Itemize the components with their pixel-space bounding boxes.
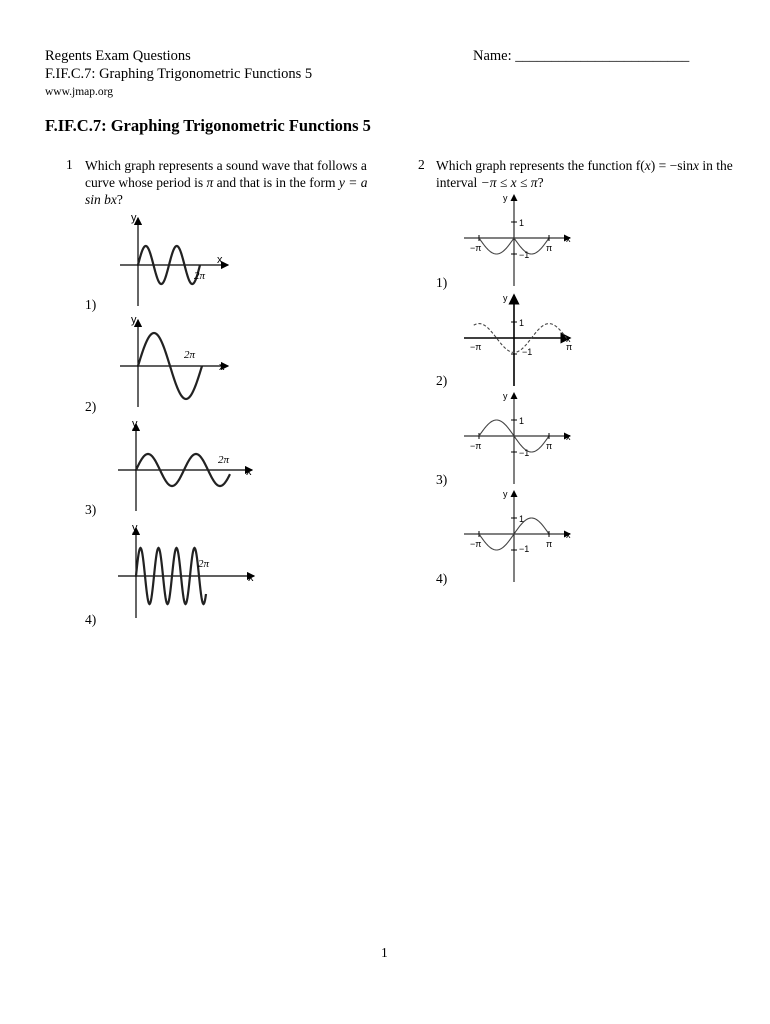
- tick-label-neg-pi: −π: [470, 243, 482, 253]
- question-1-text: Which graph represents a sound wave that follows a curve whose period is π and that is in the form y = a sin bx?: [85, 158, 368, 207]
- tick-label-1: 1: [519, 318, 525, 328]
- x-label: x: [248, 572, 254, 584]
- y-label: y: [131, 314, 137, 326]
- page-number: 1: [381, 945, 388, 960]
- tick-label-2pi: 2π: [194, 270, 206, 282]
- question-2-number: 2: [418, 157, 425, 172]
- x-label: x: [566, 530, 571, 540]
- y-label: y: [503, 391, 508, 401]
- tick-label-2pi: 2π: [184, 349, 196, 361]
- y-label: y: [503, 293, 508, 303]
- q2-graph-2: [462, 292, 582, 388]
- tick-label-neg-pi: −π: [470, 539, 482, 549]
- q1-choice-4[interactable]: 4): [85, 612, 97, 627]
- x-label: x: [219, 361, 225, 373]
- q2-choice-2[interactable]: 2): [436, 373, 448, 388]
- tick-label-neg1: −1: [519, 544, 530, 554]
- q1-choice-2[interactable]: 2): [85, 399, 97, 414]
- q2-graph-3: [462, 390, 582, 486]
- x-label: x: [246, 466, 252, 478]
- name-label: Name:: [473, 48, 512, 64]
- q1-graph-4: [110, 518, 260, 626]
- tick-label-neg-pi: −π: [470, 342, 482, 352]
- q1-graph-3: [110, 414, 260, 514]
- tick-label-neg1: −1: [522, 347, 533, 357]
- tick-label-1: 1: [519, 514, 525, 524]
- page-title: F.IF.C.7: Graphing Trigonometric Functions 5: [45, 116, 371, 135]
- q2-choice-1[interactable]: 1): [436, 275, 448, 290]
- q1-choice-3[interactable]: 3): [85, 502, 97, 517]
- tick-label-neg1: −1: [519, 448, 530, 458]
- tick-label-pi: π: [546, 243, 553, 253]
- q1-graph-2: [110, 310, 235, 410]
- name-blank: ________________________: [515, 48, 690, 64]
- y-label: y: [132, 522, 138, 534]
- x-label: x: [566, 334, 571, 344]
- q2-choice-3[interactable]: 3): [436, 472, 448, 487]
- tick-label-1: 1: [519, 416, 525, 426]
- q2-graph-4: [462, 488, 582, 584]
- tick-label-pi: π: [566, 342, 573, 352]
- q2-choice-4[interactable]: 4): [436, 571, 448, 586]
- name-field[interactable]: [473, 48, 689, 65]
- header-website: www.jmap.org: [45, 86, 114, 98]
- tick-label-2pi: 2π: [198, 558, 210, 570]
- y-label: y: [503, 193, 508, 203]
- tick-label-pi: π: [546, 441, 553, 451]
- question-2-text: Which graph represents the function f(x) = −sinx in the interval −π ≤ x ≤ π?: [436, 158, 733, 190]
- tick-label-1: 1: [519, 218, 525, 228]
- y-label: y: [132, 418, 138, 430]
- header-line1: Regents Exam Questions: [45, 48, 191, 64]
- x-label: x: [566, 234, 571, 244]
- x-label: x: [566, 432, 571, 442]
- q1-choice-1[interactable]: 1): [85, 297, 97, 312]
- header-line2: F.IF.C.7: Graphing Trigonometric Functions 5: [45, 66, 313, 82]
- y-label: y: [503, 489, 508, 499]
- x-label: x: [217, 254, 223, 266]
- q1-graph-1: [110, 206, 235, 312]
- tick-label-neg-pi: −π: [470, 441, 482, 451]
- tick-label-2pi: 2π: [218, 454, 230, 466]
- question-1-number: 1: [66, 157, 73, 172]
- tick-label-pi: π: [546, 539, 553, 549]
- y-label: y: [131, 212, 137, 224]
- tick-label-neg1: −1: [519, 250, 530, 260]
- q2-graph-1: [462, 192, 582, 288]
